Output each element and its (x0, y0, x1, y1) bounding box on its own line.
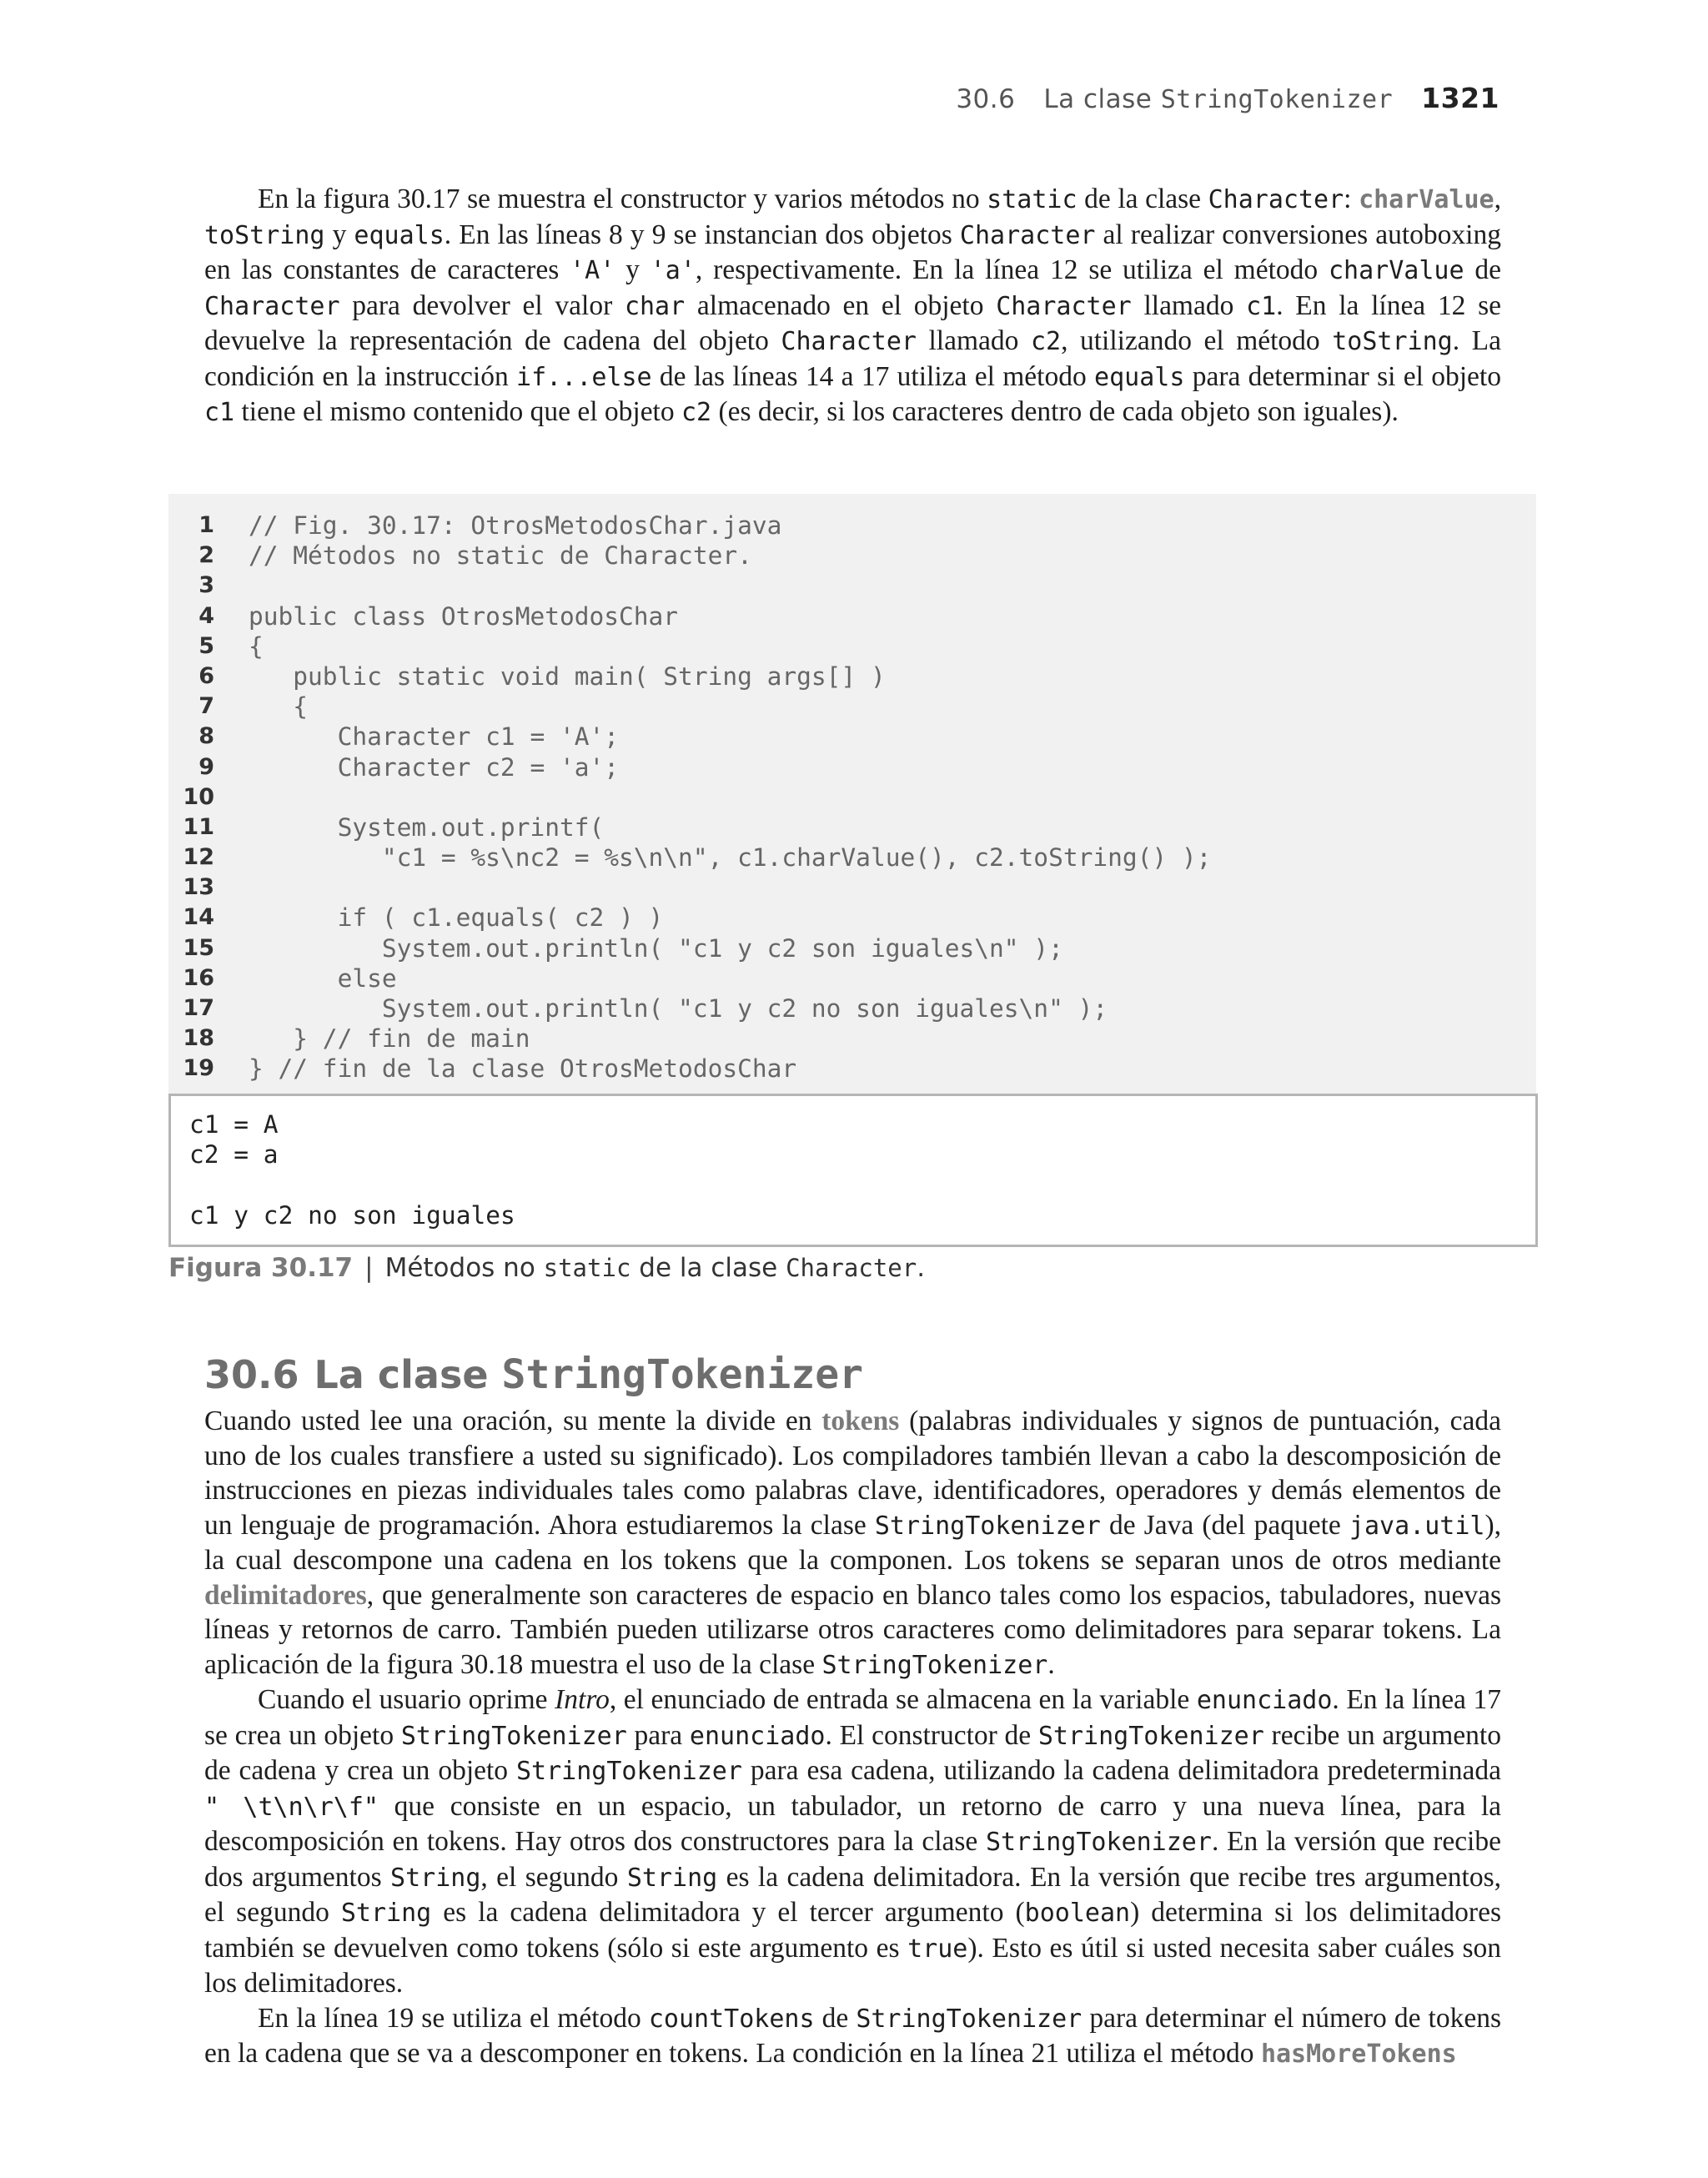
line-number: 15 (183, 934, 214, 961)
text-run: . En la versión que recibe dos argumentos (204, 1826, 1501, 1893)
text-run: de la clase (630, 1253, 786, 1283)
code-run: String (340, 1899, 432, 1928)
line-number: 13 (183, 874, 214, 901)
code-run: String (390, 1863, 481, 1893)
key-term: charValue (1359, 185, 1494, 214)
code-run: static (543, 1254, 631, 1282)
code-run: StringTokenizer (821, 1650, 1048, 1680)
section-number: 30.6 (204, 1352, 299, 1397)
text-run: para determinar si el objeto (1184, 360, 1501, 392)
section-title-code: StringTokenizer (501, 1351, 864, 1398)
code-text: else (249, 963, 397, 993)
body-paragraph-2 (204, 1683, 1501, 2001)
code-listing (168, 494, 1536, 1094)
code-run: c2 (1030, 327, 1062, 356)
code-run: Character (996, 291, 1132, 321)
code-run: c1 (204, 398, 235, 427)
code-run: equals (1094, 362, 1185, 392)
text-run: de Java (del paquete (1100, 1509, 1349, 1541)
code-run: enunciado (1196, 1686, 1333, 1715)
line-number: 14 (183, 904, 214, 931)
code-text: Character c2 = 'a'; (249, 752, 620, 782)
code-run: StringTokenizer (986, 1828, 1212, 1857)
line-number: 6 (198, 662, 214, 689)
line-number: 10 (183, 783, 214, 810)
code-text: { (249, 692, 309, 722)
text-run: es la cadena delimitadora y el tercer argumento ( (431, 1897, 1025, 1928)
text-run: . En la línea 12 se devuelve la representación de cadena del objeto (204, 289, 1501, 356)
text-run: de las líneas 14 a 17 utiliza el método (651, 360, 1095, 392)
text-run: , (1494, 184, 1501, 214)
code-text: // Fig. 30.17: OtrosMetodosChar.java (249, 511, 782, 540)
text-run: que consiste en un espacio, un tabulador, un retorno de carro y una nueva línea, para la descomposición en tokens. Hay otros dos constructores para la clase (204, 1790, 1501, 1857)
code-text: public static void main( String args[] ) (249, 661, 886, 691)
code-run: countTokens (648, 2004, 815, 2034)
code-run: StringTokenizer (400, 1721, 627, 1751)
line-number: 8 (198, 723, 214, 750)
text-run: . En la línea 17 se crea un objeto (204, 1684, 1501, 1751)
running-header (0, 82, 1500, 114)
text-run: para devolver el valor (339, 289, 625, 321)
code-text: System.out.println( "c1 y c2 son iguales\n" ); (249, 933, 1063, 963)
code-run: Character (204, 291, 340, 321)
line-number: 16 (183, 964, 214, 991)
line-number: 18 (183, 1025, 214, 1052)
text-run: Métodos no (384, 1253, 544, 1283)
key-term: hasMoreTokens (1260, 2040, 1457, 2069)
text-run: para esa cadena, utilizando la cadena delimitadora predeterminada (741, 1755, 1501, 1786)
code-text: if ( c1.equals( c2 ) ) (249, 903, 664, 933)
text-run: . (917, 1253, 926, 1283)
text-run: y (615, 254, 651, 285)
running-header-section-number: 30.6 (956, 84, 1016, 114)
output-line: c1 y c2 no son iguales (189, 1200, 515, 1230)
text-run: Cuando el usuario oprime (258, 1684, 555, 1715)
text-run: , utilizando el método (1061, 325, 1333, 356)
code-text: "c1 = %s\nc2 = %s\n\n", c1.charValue(), c2.toString() ); (249, 843, 1212, 873)
running-header-title: La clase (1043, 84, 1153, 114)
section-body (204, 1404, 1501, 2072)
code-run: Character (1208, 185, 1344, 214)
code-text: } // fin de la clase OtrosMetodosChar (249, 1054, 797, 1084)
code-run: c1 (1246, 291, 1277, 321)
code-text: System.out.println( "c1 y c2 no son iguales\n" ); (249, 994, 1108, 1023)
text-run: Cuando usted lee una oración, su mente la divide en (204, 1406, 822, 1436)
line-number: 1 (198, 512, 214, 538)
code-text: public class OtrosMetodosChar (249, 601, 679, 631)
body-paragraph-1 (204, 1404, 1501, 1683)
code-text: // Métodos no static de Character. (249, 541, 752, 571)
code-run: if...else (516, 362, 652, 392)
code-run: static (987, 185, 1078, 214)
figure-caption (168, 1253, 925, 1283)
line-number: 2 (198, 542, 214, 569)
code-run: StringTokenizer (516, 1757, 742, 1786)
text-run: , el enunciado de entrada se almacena en la variable (609, 1684, 1197, 1715)
code-run: String (626, 1863, 718, 1893)
output-line: c1 = A (189, 1110, 279, 1139)
code-run: enunciado (689, 1721, 826, 1751)
line-number: 19 (183, 1055, 214, 1082)
key-term: delimitadores (204, 1579, 367, 1611)
code-run: java.util (1349, 1511, 1485, 1541)
text-run: es la cadena delimitadora. En la versión que recibe tres argumentos, el segundo (204, 1861, 1501, 1928)
page-number: 1321 (1421, 82, 1500, 114)
text-run: . El constructor de (825, 1719, 1038, 1751)
body-paragraph-3 (204, 2001, 1501, 2072)
text-run: , el segundo (480, 1861, 627, 1893)
text-run: En la línea 19 se utiliza el método (258, 2002, 649, 2034)
line-number: 9 (198, 753, 214, 780)
code-run: equals (354, 220, 445, 250)
text-run: de la clase (1077, 184, 1208, 214)
text-run: de (814, 2002, 857, 2034)
line-number: 12 (183, 844, 214, 871)
text-run: llamado (1131, 289, 1247, 321)
text-run: de (1464, 254, 1501, 285)
line-number: 3 (198, 572, 214, 599)
code-text: Character c1 = 'A'; (249, 722, 620, 752)
text-run: ) determina si los delimitadores también se devuelven como tokens (sólo si este argumento es (204, 1897, 1501, 1964)
text-run: tiene el mismo contenido que el objeto (234, 396, 681, 427)
text-run: al realizar conversiones autoboxing en las constantes de caracteres (204, 219, 1501, 285)
code-run: Character (786, 1254, 917, 1282)
text-run: para (626, 1719, 690, 1751)
text-run: recibe un argumento de cadena y crea un objeto (204, 1719, 1501, 1786)
code-run: c2 (681, 398, 712, 427)
code-run: Character (781, 327, 917, 356)
code-run: StringTokenizer (1037, 1721, 1264, 1751)
figure-label: Figura 30.17 (168, 1253, 354, 1283)
code-run: StringTokenizer (856, 2004, 1083, 2034)
text-run: ), la cual descompone una cadena en los tokens que la componen. Los tokens se separan unos de otros mediante (204, 1509, 1501, 1576)
program-output (168, 1094, 1538, 1247)
code-run: " \t\n\r\f" (204, 1792, 379, 1822)
text-run: , respectivamente. En la línea 12 se utiliza el método (695, 254, 1329, 285)
intro-paragraph (204, 182, 1501, 430)
code-run: charValue (1328, 256, 1464, 285)
running-header-title-code: StringTokenizer (1160, 85, 1394, 114)
text-run: . (1047, 1648, 1055, 1680)
text-run: y (324, 219, 354, 250)
text-run: para determinar el número de tokens en la cadena que se va a descomponer en tokens. La condición en la línea 21 utiliza el método (204, 2002, 1502, 2069)
code-run: char (624, 291, 686, 321)
text-run: almacenado en el objeto (685, 289, 997, 321)
text-run: . En las líneas 8 y 9 se instancian dos objetos (444, 219, 960, 250)
line-number: 11 (183, 813, 214, 840)
text-run: En la figura 30.17 se muestra el constructor y varios métodos no (258, 184, 987, 214)
code-text: } // fin de main (249, 1024, 530, 1054)
section-title: La clase (314, 1352, 489, 1397)
output-line: c2 = a (189, 1140, 279, 1169)
code-run: StringTokenizer (874, 1511, 1101, 1541)
code-text: System.out.printf( (249, 812, 605, 842)
code-run: 'a' (650, 256, 696, 285)
code-run: toString (204, 220, 325, 250)
code-run: toString (1332, 327, 1453, 356)
text-run: llamado (916, 325, 1031, 356)
code-text: { (249, 631, 264, 661)
text-run: (palabras individuales y signos de puntuación, cada uno de los cuales transfiere a usted su significado). Los compiladores también llevan a cabo la descomposición de instrucciones en piezas individuales tales como palabras clave, identificadores, operadores y demás elementos de un lenguaje de programación. Ahora estudiaremos la clase (204, 1406, 1501, 1541)
code-run: boolean (1024, 1899, 1131, 1928)
text-run: , que generalmente son caracteres de espacio en blanco tales como los espacios, tabuladores, nuevas líneas y retornos de carro. También pueden utilizarse otros caracteres como delimitadores para separar tokens. La aplicación de la figura 30.18 muestra el uso de la clase (204, 1579, 1501, 1680)
line-number: 17 (183, 995, 214, 1021)
caption-separator: | (364, 1253, 374, 1283)
output-lines (189, 1109, 515, 1230)
line-number: 7 (198, 693, 214, 720)
text-run: : (1344, 184, 1359, 214)
emphasis-run: Intro (555, 1684, 610, 1715)
code-run: 'A' (570, 256, 615, 285)
section-heading (204, 1351, 863, 1398)
text-run: . La condición en la instrucción (204, 325, 1501, 392)
line-number: 5 (198, 632, 214, 659)
text-run: (es decir, si los caracteres dentro de cada objeto son iguales). (711, 396, 1399, 427)
text-run: ). Esto es útil si usted necesita saber cuáles son los delimitadores. (204, 1932, 1501, 1999)
code-run: Character (959, 220, 1096, 250)
line-number: 4 (198, 602, 214, 629)
key-term: tokens (821, 1406, 900, 1436)
output-line (189, 1169, 515, 1200)
code-run: true (907, 1934, 968, 1964)
